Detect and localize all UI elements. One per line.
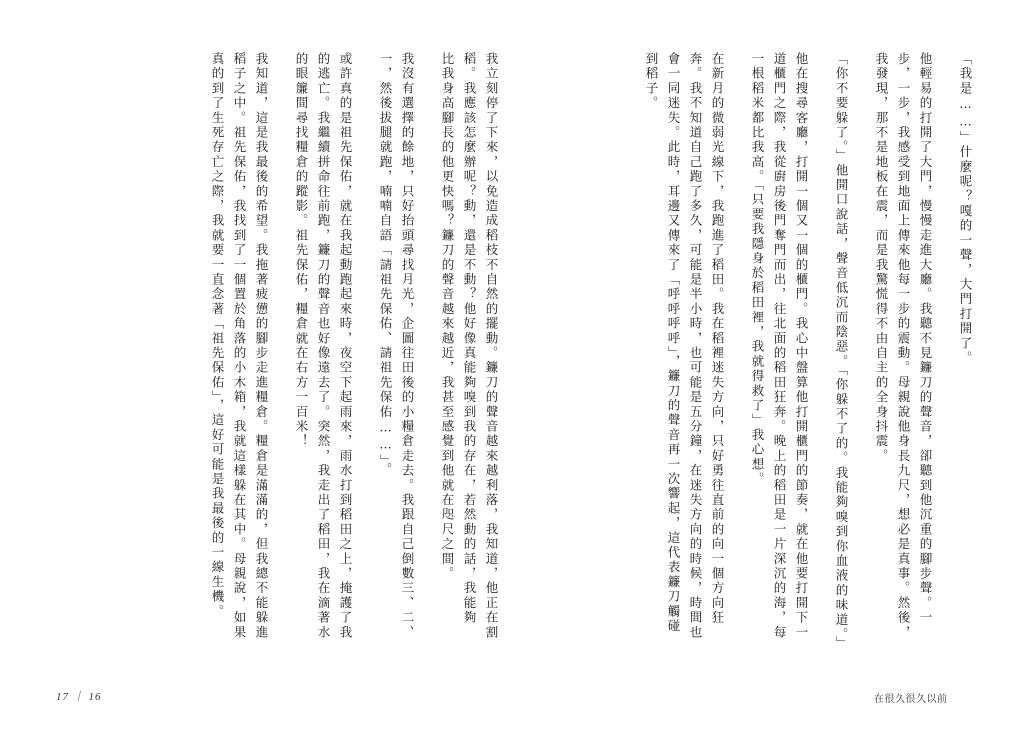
text-column: 奔。我不知道自己跑了多久，可能是半小時，也可能是五分鐘，在迷失方向的時候，時間也 [688, 52, 703, 640]
text-column: 步，一步，我感受到地面上傳來他每一步的震動。母親說他身長九尺，想必是真事。然後， [896, 52, 911, 640]
text-column: 的眼簾間尋找糧倉的蹤影。祖先保佑，糧倉就在右方一百米！ [294, 52, 309, 449]
text-column: 「我是……」什麼呢？嘎的一聲，大門打開了。 [958, 52, 973, 366]
text-column: 或許真的是祖先保佑，就在我起動跑起來時，夜空下起雨來，雨水打到稻田之上，掩護了我 [338, 52, 353, 640]
text-column: 在新月的微弱光線下，我跑進了稻田。我在稻裡迷失方向，只好勇往直前的向一個方向狂 [710, 52, 725, 626]
text-column: 我沒有選擇的餘地，只好抬頭尋找月光，企圖往田後的小糧倉走去。我跟自己倒數三、二、 [400, 52, 415, 640]
text-column: 稻子之中。祖先保佑，我找到了一個置於角落的小木箱，我就這樣躲在其中。母親說，如果 [232, 52, 247, 640]
text-column: 真的到了生死存亡之際，我就要一直念著「祖先保佑」，這好可能是我最後的一線生機。 [210, 52, 225, 620]
text-column: 會一同迷失。此時，耳邊又傳來了「呼呼呼呼」，鐮刀的聲音再一次響起，這代表鐮刀觸碰 [666, 52, 681, 634]
text-column: 的逃亡。我繼續拼命往前跑，鐮刀的聲音也好像遠去了。突然，我走出了稻田，我在滴著水 [316, 52, 331, 640]
right-page [578, 52, 976, 652]
page-numbers: 17 ｜ 16 [56, 691, 102, 703]
running-title: 在很久很久以前 [874, 694, 948, 705]
text-column: 我發現，那不是地板在震，而是我驚慌得不由自主的全身抖震。 [874, 52, 889, 464]
text-column: 稻。我應該怎麼辦呢？動，還是不動？他好像真能夠嗅到我的存在，若然動的話，我能夠 [462, 52, 477, 626]
text-column: 他輕易的打開了大門，慢慢走進大廳。我聽不見鐮刀的聲音，卻聽到他沉重的腳步聲。一 [918, 52, 933, 626]
text-column: 一，然後拔腿就跑，喃喃自語「請祖先保佑、請祖先保佑……」。 [378, 52, 393, 478]
text-column: 我知道，這是我最後的希望。我拖著疲憊的腳步走進糧倉。糧倉是滿滿的，但我總不能躲進 [254, 52, 269, 640]
text-column: 一根稻米都比我高。「只要我隱身於稻田裡，我就得救了」我心想。 [750, 52, 765, 487]
text-column: 他在搜尋客廳，打開一個又一個的櫃門。我心中盤算他打開櫃門的節奏，就在他要打開下一 [794, 52, 809, 640]
text-column: 到稻子。 [644, 52, 659, 111]
text-column: 比我身高腳長的他更快嗎？鐮刀的聲音越來越近，我甚至感覺到他就在咫尺之間。 [440, 52, 455, 582]
text-column: 「你不要躲了。」他開口說話，聲音低沉而陰惡。「你躲不了的。我能夠嗅到你血液的味道。」 [834, 52, 849, 651]
text-column: 我立刻停了下來，以免造成稻枝不自然的擺動。鐮刀的聲音越來越利落，我知道，他正在割 [484, 52, 499, 640]
text-column: 道櫃門之際，我從廚房後門奪門而出，往北面的稻田狂奔。晚上的稻田是一片深沉的海，每 [772, 52, 787, 640]
left-page [74, 52, 502, 652]
